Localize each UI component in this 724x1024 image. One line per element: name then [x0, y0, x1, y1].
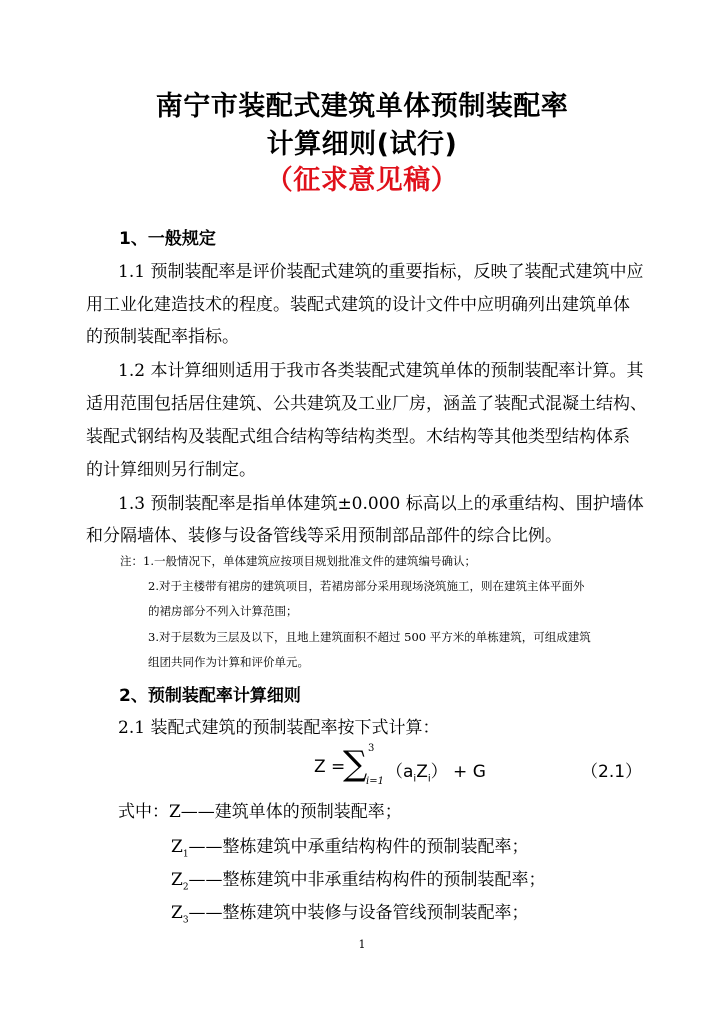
paragraph-1-3-line-2: 和分隔墙体、装修与设备管线等采用预制部品部件的综合比例。: [86, 526, 562, 546]
var-z3-line: [171, 898, 529, 925]
var-z-definition: Z——建筑单体的预制装配率；: [169, 802, 402, 822]
formula-number: （2.1）: [581, 762, 643, 782]
paragraph-1-1-line-2: 用工业化建造技术的程度。装配式建筑的设计文件中应明确列出建筑单体: [86, 295, 630, 315]
note-3-line-2: 组团共同作为计算和评价单元。: [148, 655, 309, 669]
var-z3-symbol: Z: [171, 903, 183, 923]
title-line-2: 计算细则(试行): [266, 129, 458, 160]
note-3-line-1: 3.对于层数为三层及以下，且地上建筑面积不超过 500 平方米的单栋建筑，可组成建筑: [148, 630, 591, 644]
var-z2-definition: ——整栋建筑中非承重结构构件的预制装配率；: [188, 870, 546, 890]
summation-upper: 3: [368, 743, 375, 754]
formula-body: [386, 757, 486, 784]
where-line: [118, 797, 402, 822]
var-z3-sub: 3: [182, 915, 189, 926]
var-z1-line: [171, 832, 529, 859]
title-line-3: （征求意见稿）: [265, 165, 459, 196]
note-2-line-2: 的裙房部分不列入计算范围；: [148, 604, 298, 618]
var-z2-sub: 2: [182, 882, 189, 893]
paragraph-1-2-line-1: 1.2 本计算细则适用于我市各类装配式建筑单体的预制装配率计算。其: [118, 361, 644, 381]
formula-sub-i: i: [413, 773, 417, 785]
paragraph-1-3-line-1: 1.3 预制装配率是指单体建筑±0.000 标高以上的承重结构、围护墙体: [118, 494, 644, 514]
var-z2-symbol: Z: [171, 870, 183, 890]
formula-tail: ） + G: [430, 762, 486, 782]
paragraph-1-2-line-2: 适用范围包括居住建筑、公共建筑及工业厂房，涵盖了装配式混凝土结构、: [86, 394, 647, 414]
paragraph-2-1: 2.1 装配式建筑的预制装配率按下式计算：: [118, 718, 440, 738]
summation-lower: i=1: [366, 776, 384, 787]
section-2-heading: 2、预制装配率计算细则: [119, 686, 301, 706]
where-label: 式中：: [118, 802, 169, 822]
formula-lhs: Z =: [314, 757, 346, 777]
var-z1-definition: ——整栋建筑中承重结构构件的预制装配率；: [188, 837, 529, 857]
summation-symbol: ∑: [343, 744, 368, 784]
page-number: 1: [358, 938, 366, 951]
formula-sub-i2: i: [427, 773, 431, 785]
paragraph-1-1-line-3: 的预制装配率指标。: [86, 327, 239, 347]
paragraph-1-1-line-1: 1.1 预制装配率是评价装配式建筑的重要指标，反映了装配式建筑中应: [118, 262, 644, 282]
var-z3-definition: ——整栋建筑中装修与设备管线预制装配率；: [188, 903, 529, 923]
var-z1-sub: 1: [182, 849, 189, 860]
formula-z: Z: [416, 762, 428, 782]
note-1: 注：1.一般情况下，单体建筑应按项目规划批准文件的建筑编号确认；: [120, 554, 476, 568]
paragraph-1-2-line-4: 的计算细则另行制定。: [86, 460, 256, 480]
formula-open: （a: [386, 762, 414, 782]
section-1-heading: 1、一般规定: [119, 229, 216, 249]
title-line-1: 南宁市装配式建筑单体预制装配率: [155, 91, 569, 122]
paragraph-1-2-line-3: 装配式钢结构及装配式组合结构等结构类型。木结构等其他类型结构体系: [86, 427, 630, 447]
var-z2-line: [171, 865, 546, 892]
var-z1-symbol: Z: [171, 837, 183, 857]
note-2-line-1: 2.对于主楼带有裙房的建筑项目，若裙房部分采用现场浇筑施工，则在建筑主体平面外: [148, 579, 585, 593]
